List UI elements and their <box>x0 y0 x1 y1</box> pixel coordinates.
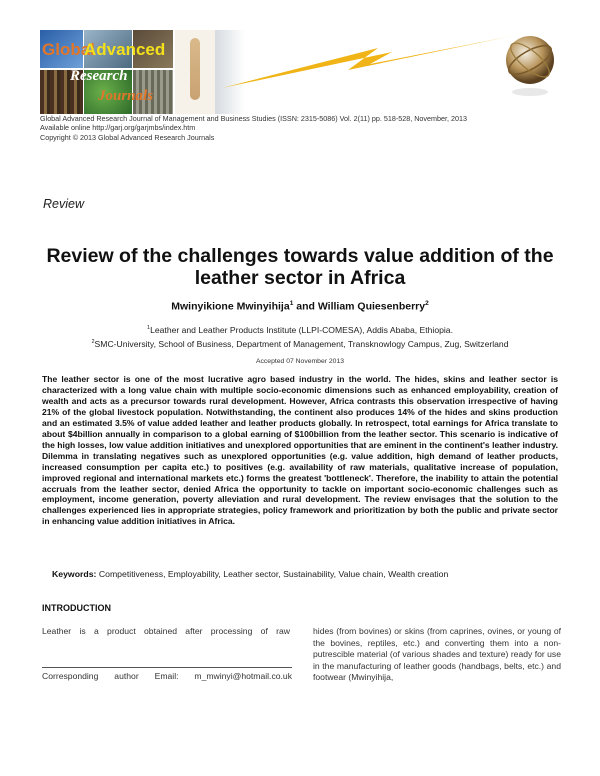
affiliation-text: Leather and Leather Products Institute (LLPI-COMESA), Addis Ababa, Ethiopia. <box>150 324 453 335</box>
logo-word-research: Research <box>70 68 128 84</box>
author-conjunction: and <box>296 300 315 313</box>
footnote-divider <box>42 667 292 668</box>
affil-mark: 2 <box>425 300 429 307</box>
affiliation-text: SMC-University, School of Business, Department of Management, Transknowlogy Campus, Zug, Switzerland <box>94 338 509 349</box>
affiliation-2 <box>30 336 570 350</box>
logo-word-global: Global <box>42 40 95 59</box>
logo-word-advanced: Advanced <box>84 40 166 59</box>
authors <box>30 300 570 313</box>
article-title: Review of the challenges towards value addition of the leather sector in Africa <box>46 245 554 289</box>
journal-citation: Global Advanced Research Journal of Management and Business Studies (ISSN: 2315-5086) Vol. 2(11) pp. 518-528, November, 2013 <box>40 114 467 123</box>
author-name: Mwinyikione Mwinyihija <box>171 300 290 313</box>
journal-banner <box>40 30 560 114</box>
affil-mark: 2 <box>91 338 95 345</box>
journal-info <box>40 114 467 142</box>
copyright: Copyright © 2013 Global Advanced Research Journals <box>40 132 215 142</box>
affil-mark: 1 <box>289 300 294 307</box>
logo-word-journals: Journals <box>98 88 154 104</box>
body-text-left-column: Leather is a product obtained after processing of raw <box>42 626 290 636</box>
author-name: William Quiesenberry <box>317 300 426 313</box>
body-text-right-column: hides (from bovines) or skins (from caprines, ovines, or young of the bovines, reptiles, etc.) and converting them into a non-putrescible material (of various shades and texture) ready for use in the manufacturing of leather goods (handbags, belts, etc.) and footwear (Mwinyihija, <box>313 626 561 682</box>
affiliation-1 <box>30 322 570 336</box>
keywords-list: Competitiveness, Employability, Leather sector, Sustainability, Value chain, Wealth creation <box>98 569 449 579</box>
lightning-bolt-icon <box>220 30 520 114</box>
corresponding-author-footnote: Corresponding author Email: m_mwinyi@hotmail.co.uk <box>42 671 292 681</box>
logo-figure-icon <box>190 38 200 100</box>
section-heading-introduction: INTRODUCTION <box>42 603 111 613</box>
available-online-link[interactable]: Available online http://garj.org/garjmbs/index.htm <box>40 123 196 133</box>
globe-icon <box>500 30 560 114</box>
keywords <box>52 569 448 579</box>
affiliations <box>30 322 570 350</box>
affil-mark: 1 <box>147 325 151 331</box>
article-type-label: Review <box>43 197 84 211</box>
abstract: The leather sector is one of the most lucrative agro based industry in the world. The hides, skins and leather sector is characterized with a long value chain with multiple socio-economic dimensions such as enhanced employability, creation of wealth and acts as a precursor towards rural development. However, Africa contrasts this observation irrespective of having 21% of the global livestock population. Notwithstanding, the continent also produces 14% of the hides and skins production and an estimated 3.5% of value added leather and leather products globally. In retrospect, total earnings for Africa translate to about $4billion annually in comparison to a global earning of $100billion from the leather sector. This scenario is indicative of the high losses, low value addition initiatives and unexplored opportunities that are eminent in the continent's leather industry. Dilemma in translating negatives such as unexplored opportunities (e.g. value addition, high demand of leather products, increased consumption per capita etc.) to positives (e.g. availability of raw materials, qualitative increase of population, improved regional and international markets etc.) forms the greatest 'bottleneck'. Therefore, the inability to attain the potential accruals from the leather sector, denied Africa the opportunity to tackle on important socio-economic challenges such as employment, income generation, poverty alleviation and rural development. The review envisages that the solution to the challenges experienced lies in appropriate strategies, policy framework and prioritization by both the public and private sector in enhancing value addition initiatives in Africa. <box>42 374 558 527</box>
keywords-label: Keywords: <box>52 569 97 579</box>
accepted-date: Accepted 07 November 2013 <box>255 358 345 365</box>
